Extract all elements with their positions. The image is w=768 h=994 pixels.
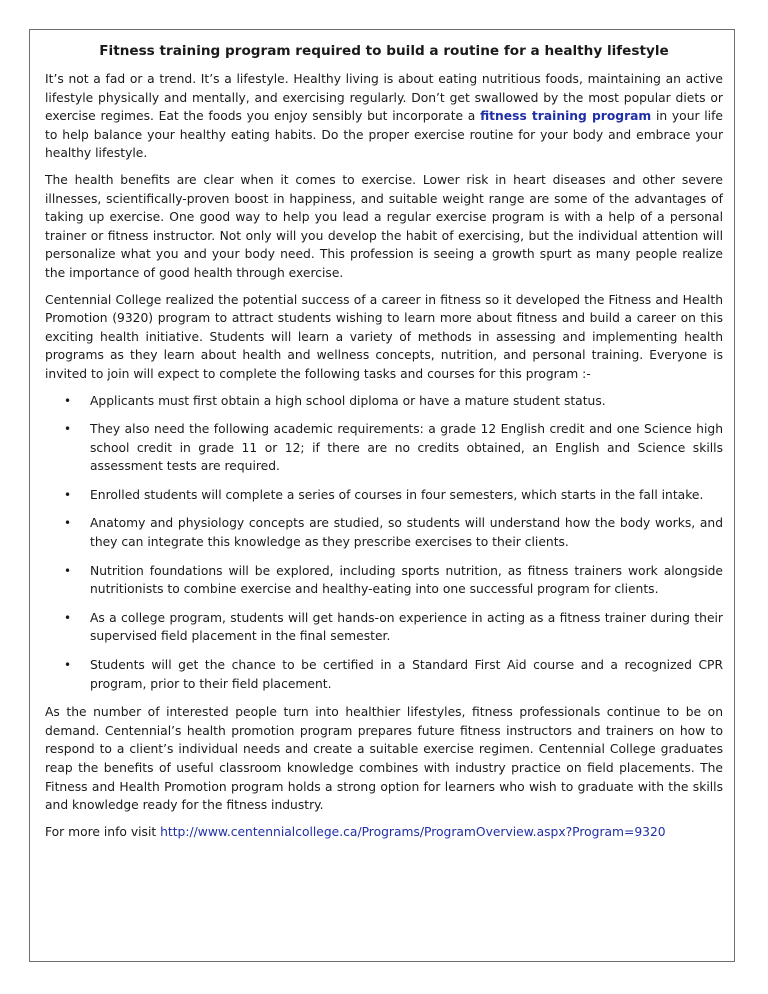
list-item [45,562,723,599]
intro-paragraph [45,70,723,163]
list-item-text: As a college program, students will get hands-on experience in acting as a fitness trainer during their supervised field placement in the final semester. [90,610,723,644]
bullet-icon: • [64,516,72,531]
list-item-text: They also need the following academic requirements: a grade 12 English credit and one Science high school credit in grade 11 or 12; if there are no credits obtained, an English and Science skills assessment tests are required. [90,422,723,474]
bullet-icon: • [64,393,72,408]
more-info-line [45,823,723,842]
list-item [45,609,723,646]
fitness-training-program-link[interactable]: fitness training program [480,109,652,124]
bullet-icon: • [64,610,72,625]
list-item [45,656,723,693]
program-url-link[interactable]: http://www.centennialcollege.ca/Programs/ProgramOverview.aspx?Program=9320 [160,824,666,839]
list-item [45,420,723,476]
health-benefits-paragraph: The health benefits are clear when it comes to exercise. Lower risk in heart diseases and other severe illnesses, scientifically-proven boost in happiness, and suitable weight range are some of the advantages of taking up exercise. One good way to help you lead a regular exercise program is with a help of a personal trainer or fitness instructor. Not only will you develop the habit of exercising, but the individual attention will personalize what you and your body need. This profession is seeing a growth spurt as many people realize the importance of good health through exercise. [45,172,723,280]
centennial-program-paragraph: Centennial College realized the potential success of a career in fitness so it developed the Fitness and Health Promotion (9320) program to attract students wishing to learn more about fitness and build a career on this exciting health initiative. Students will learn a variety of methods in assessing and implementing health programs as they learn about health and wellness concepts, nutrition, and personal training. Everyone is invited to join will expect to complete the following tasks and courses for this program :- [45,292,723,381]
intro-text-end: in your life to help balance your healthy eating habits. Do the proper exercise routine for your body and embrace your healthy lifestyle. [45,109,723,161]
intro-text-start: It’s not a fad or a trend. It’s a lifestyle. Healthy living is about eating nutritious foods, maintaining an active lifestyle physically and mentally, and exercising regularly. Don’t get swallowed by the most popular diets or exercise regimes. Eat the foods you enjoy sensibly but incorporate a [45,72,723,124]
document-body [45,41,723,849]
conclusion-paragraph: As the number of interested people turn into healthier lifestyles, fitness professionals continue to be on demand. Centennial’s health promotion program prepares future fitness instructors and trainers on how to respond to a client’s individual needs and create a suitable exercise regimen. Centennial College graduates reap the benefits of useful classroom knowledge combines with industry practice on field placements. The Fitness and Health Promotion program holds a strong option for learners who wish to graduate with the skills and knowledge ready for the fitness industry. [45,705,723,813]
bullet-icon: • [64,422,72,437]
list-item [45,514,723,551]
list-item-text: Enrolled students will complete a series of courses in four semesters, which starts in the fall intake. [90,487,704,502]
more-info-label: For more info visit [45,824,161,839]
document-title: Fitness training program required to build a routine for a healthy lifestyle [99,43,669,59]
list-item-text: Anatomy and physiology concepts are studied, so students will understand how the body works, and they can integrate this knowledge as they prescribe exercises to their clients. [90,516,723,550]
list-item [45,486,723,505]
list-item-text: Applicants must first obtain a high school diploma or have a mature student status. [90,393,606,408]
bullet-icon: • [64,658,72,673]
bullet-icon: • [64,487,72,502]
requirements-list [45,392,723,694]
list-item [45,392,723,411]
list-item-text: Students will get the chance to be certified in a Standard First Aid course and a recognized CPR program, prior to their field placement. [90,658,723,691]
list-item-text: Nutrition foundations will be explored, including sports nutrition, as fitness trainers work alongside nutritionists to combine exercise and healthy-eating into one successful program for clients. [90,563,723,597]
bullet-icon: • [64,563,72,578]
